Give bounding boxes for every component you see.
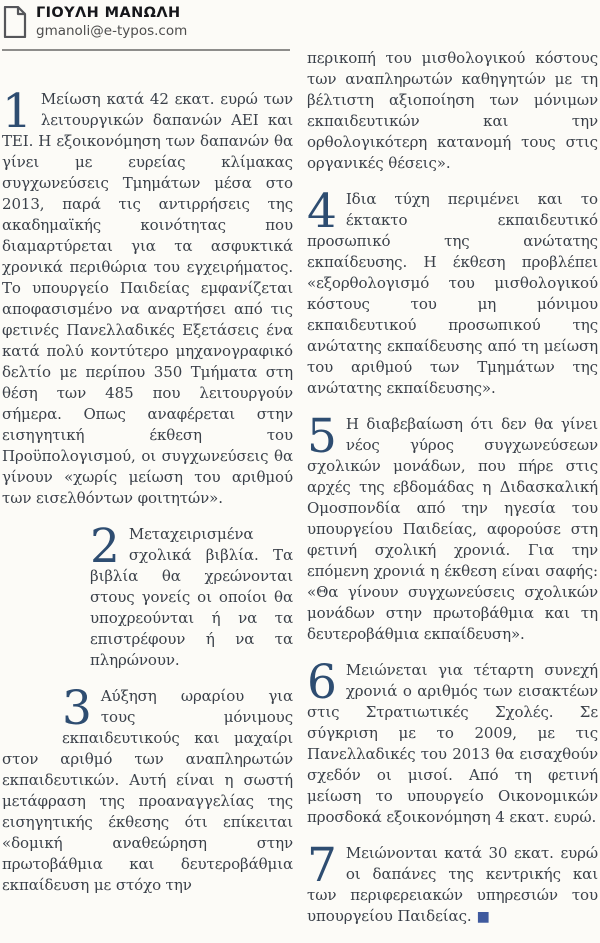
item-4-text: Ιδια τύχη περιμένει και το έκτακτο εκπαιδευτικό προσωπικό της ανώτατης εκπαίδευσης. Η έκθεση προβλέπει «εξορθολογισμό του μισθολογικού κόστους του μη μόνιμου εκπαιδευτικού προσωπικού της ανώτατης εκπαίδευσης από τη μείωση του αριθμού των Τμημάτων της ανώτατης εκπαίδευσης». bbox=[307, 190, 598, 397]
item-3-continuation-text: περικοπή του μισθολογικού κόστους των αναπληρωτών καθηγητών με τη βέλτιστη αξιοποίηση των μόνιμων εκπαιδευτικών και την ορθολογικότερη κατανομή τους στις οργανικές θέσεις». bbox=[307, 49, 598, 172]
article-columns bbox=[0, 42, 600, 943]
article-item-2 bbox=[90, 519, 293, 671]
item-3-numeral: 3 bbox=[62, 681, 92, 736]
item-6-numeral: 6 bbox=[307, 655, 337, 710]
article-item-3-continuation bbox=[307, 48, 598, 174]
article-end-mark: ■ bbox=[476, 909, 490, 925]
article-item-5 bbox=[307, 409, 598, 645]
item-4-numeral: 4 bbox=[307, 184, 337, 239]
item-5-text: Η διαβεβαίωση ότι δεν θα γίνει νέος γύρος συγχωνεύσεων σχολικών μονάδων, που πήρε στις αρχές της εβδομάδας η Διδασκαλική Ομοσπονδία από την ηγεσία του υπουργείου Παιδείας, αφορούσε στη φετινή σχολική χρονιά. Για την επόμενη χρονιά η έκθεση είναι σαφής: «Θα γίνουν συγχωνεύσεις σχολικών μονάδων στην πρωτοβάθμια και τη δευτεροβάθμια εκπαίδευση». bbox=[307, 415, 598, 643]
article-item-6 bbox=[307, 655, 598, 828]
article-item-4 bbox=[307, 184, 598, 399]
left-column bbox=[2, 42, 293, 943]
item-6-text: Μειώνεται για τέταρτη συνεχή χρονιά ο αριθμός των εισακτέων στις Στρατιωτικές Σχολές. Σε σύγκριση με το 2009, με τις Πανελλαδικές του 2013 θα εισαχθούν σχεδόν οι μισοί. Από τη φετινή μείωση το υπουργείο Οικονομικών προσδοκά εξοικονόμηση 4 εκατ. ευρώ. bbox=[307, 661, 598, 826]
item-1-numeral: 1 bbox=[2, 84, 32, 139]
byline-divider bbox=[2, 49, 290, 51]
right-column bbox=[307, 42, 598, 943]
article-item-3 bbox=[2, 681, 293, 896]
byline bbox=[0, 0, 600, 42]
item-7-numeral: 7 bbox=[307, 838, 337, 893]
item-1-text: Μείωση κατά 42 εκατ. ευρώ των λειτουργικών δαπανών ΑΕΙ και ΤΕΙ. Η εξοικονόμηση των δαπανών θα γίνει με ευρείας κλίμακας συγχωνεύσεις Τμημάτων μέσα στο 2013, παρά τις αντιρρήσεις της ακαδημαϊκής κοινότητας που διαμαρτύρεται για τα ασφυκτικά χρονικά περιθώρια του εγχειρήματος. Το υπουργείο Παιδείας εμφανίζεται αποφασισμένο να αναρτήσει από τις φετινές Πανελλαδικές Εξετάσεις ένα κατά πολύ κοντύτερο μηχανογραφικό δελτίο με περίπου 350 Τμήματα στη θέση των 485 που λειτουργούν σήμερα. Οπως αναφέρεται στην εισηγητική έκθεση του Προϋπολογισμού, οι συγχωνεύσεις θα γίνουν «χωρίς μείωση του αριθμού των εισελθόντων φοιτητών». bbox=[2, 90, 293, 507]
byline-text bbox=[36, 5, 187, 40]
document-page-icon bbox=[3, 6, 27, 42]
item-3-text: Αύξηση ωραρίου για τους μόνιμους εκπαιδευτικούς και μαχαίρι στον αριθμό των αναπληρωτών εκπαιδευτικών. Αυτή είναι η σωστή μετάφραση της προαναγγελίας της εισηγητικής έκθεσης ότι επίκειται «δομική αναθεώρηση στην πρωτοβάθμια και δευτεροβάθμια εκπαίδευση με στόχο την bbox=[2, 687, 293, 894]
item-3-indent-spacer bbox=[2, 686, 62, 730]
item-2-numeral: 2 bbox=[90, 519, 120, 574]
author-name: ΓΙΟΥΛΗ ΜΑΝΩΛΗ bbox=[36, 5, 181, 21]
article-item-1 bbox=[2, 84, 293, 509]
author-email: gmanoli@e-typos.com bbox=[36, 23, 188, 39]
item-7-text: Μειώνονται κατά 30 εκατ. ευρώ οι δαπάνες της κεντρικής και των περιφερειακών υπηρεσιών του υπουργείου Παιδείας. bbox=[307, 844, 598, 925]
item-2-text: Μεταχειρισμένα σχολικά βιβλία. Τα βιβλία θα χρεώνονται στους γονείς οι οποίοι θα υποχρεούνται ή να τα επιστρέφουν ή να τα πληρώνουν. bbox=[90, 525, 293, 669]
article-item-7 bbox=[307, 838, 598, 928]
item-5-numeral: 5 bbox=[307, 409, 337, 464]
